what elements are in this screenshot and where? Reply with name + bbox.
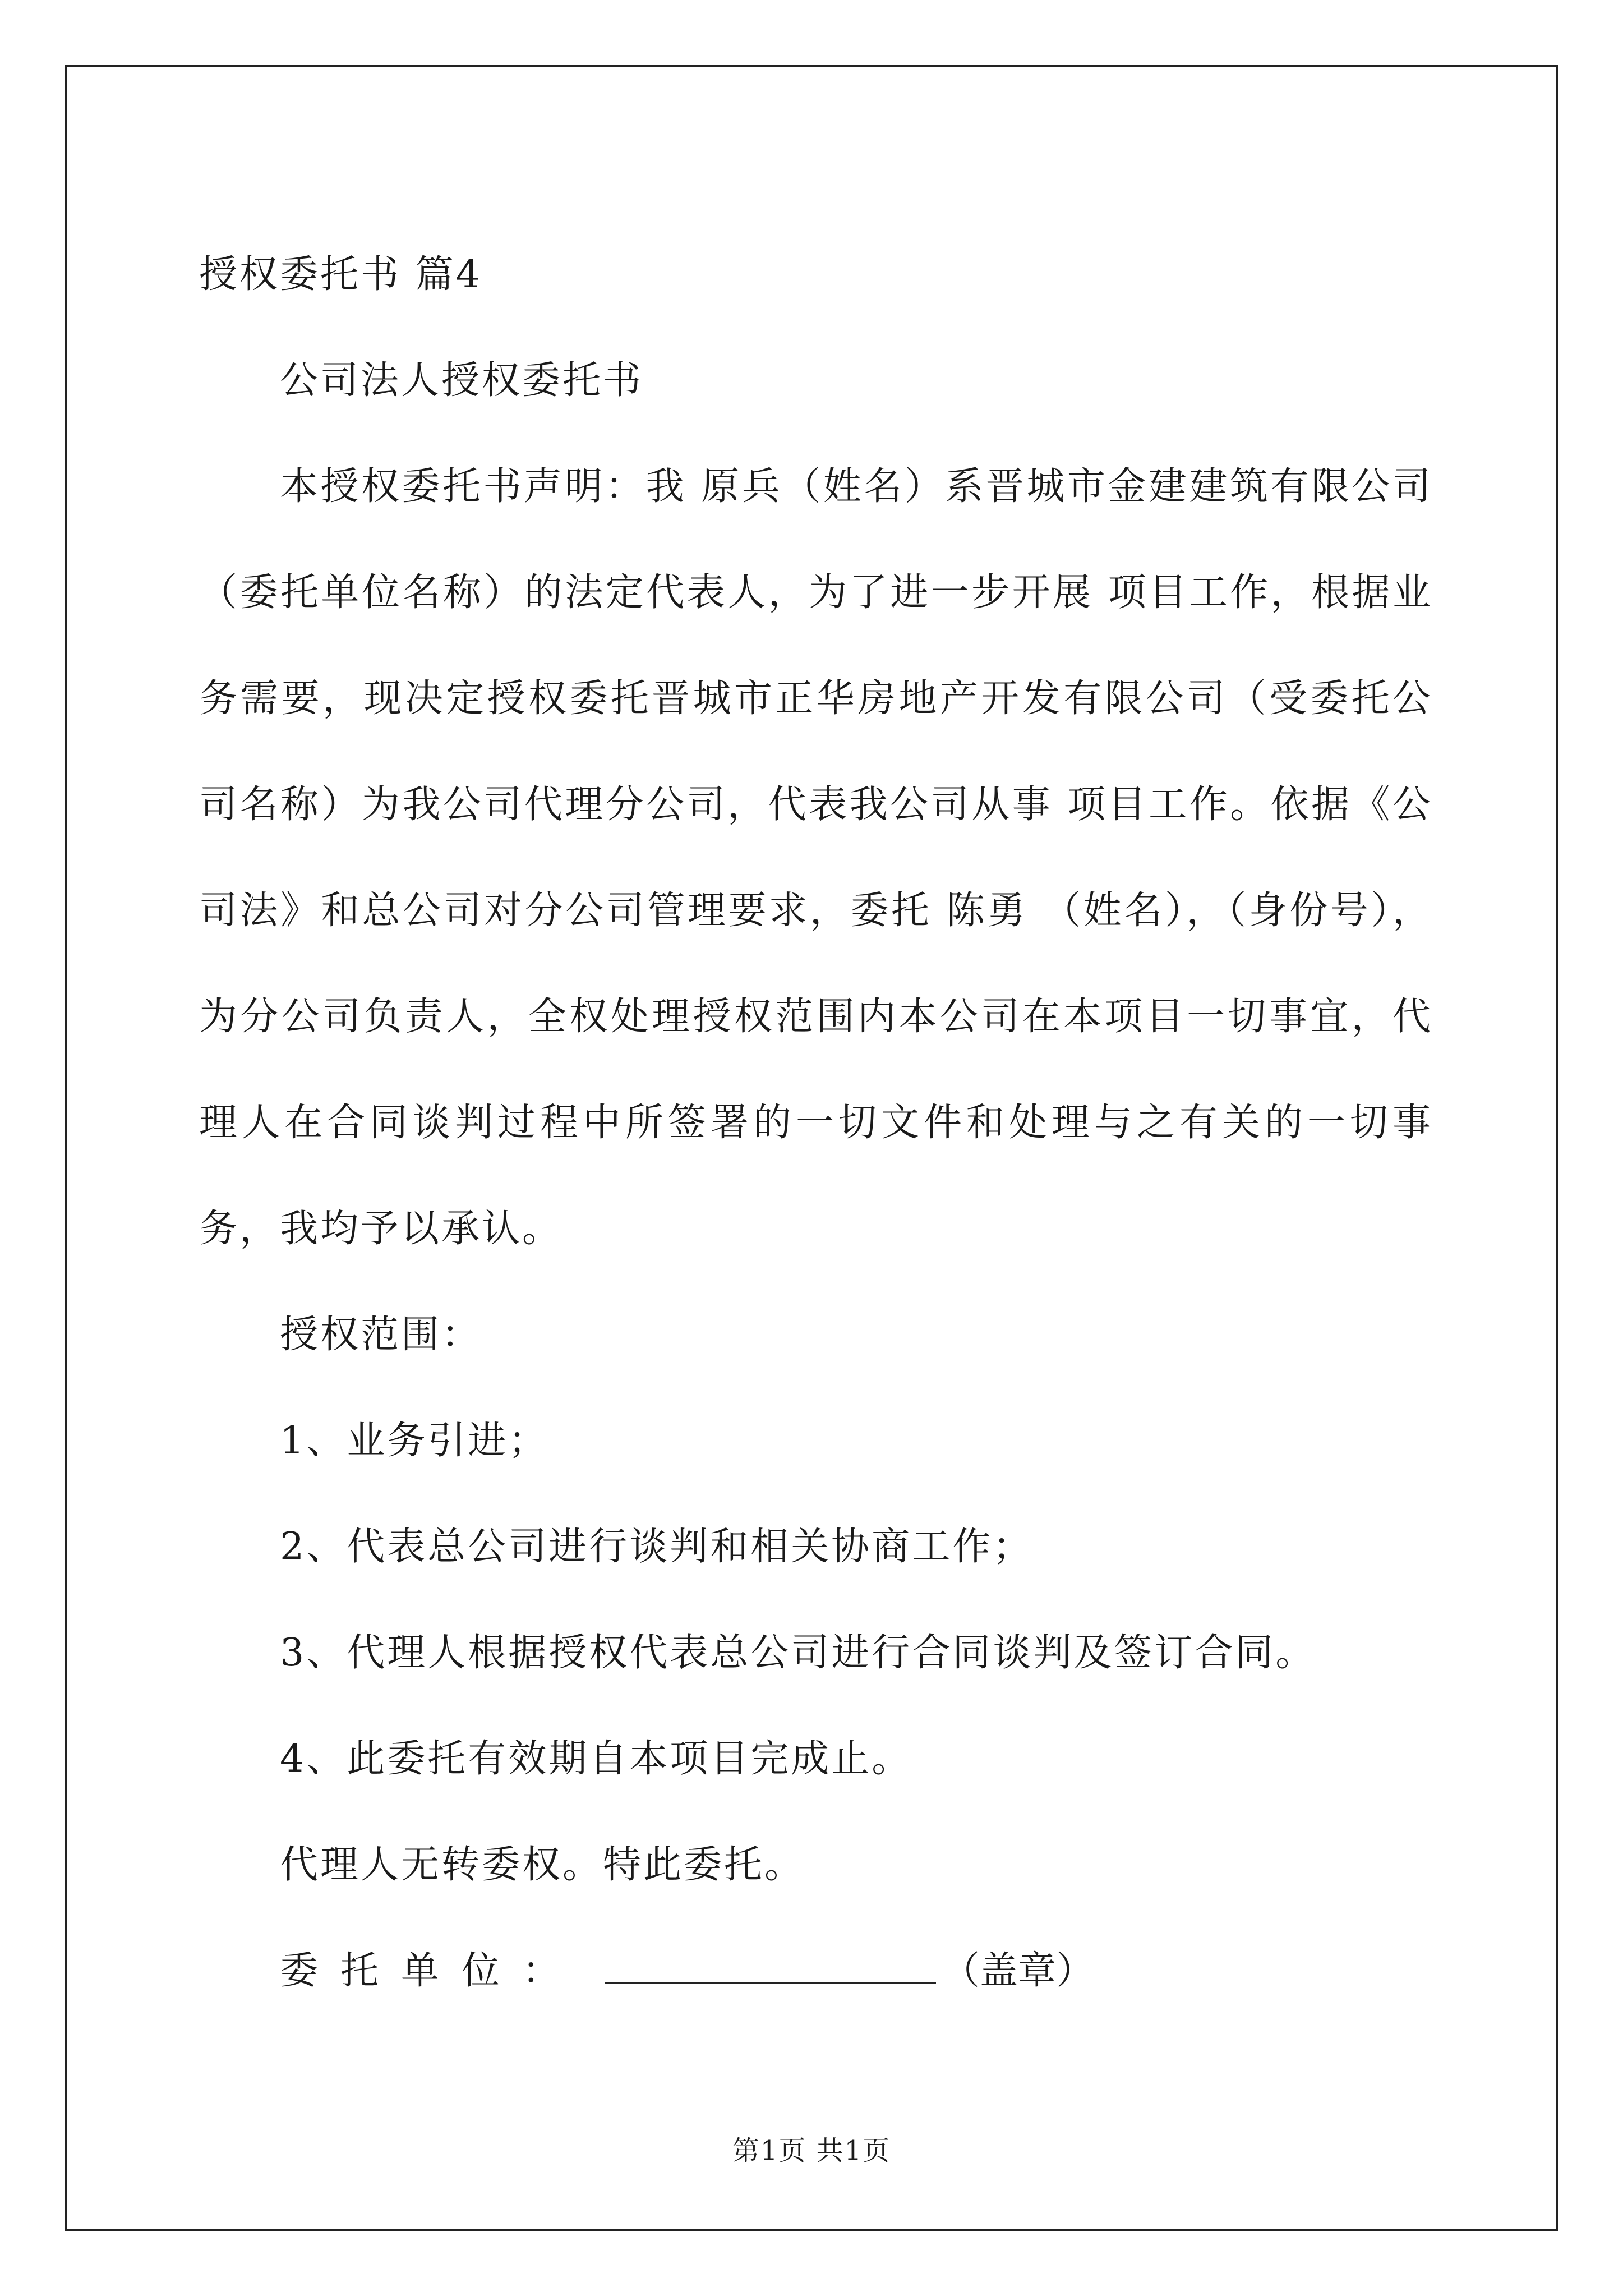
page-footer: 第1页 共1页 bbox=[732, 2135, 891, 2166]
scope-item-1: 1、业务引进； bbox=[280, 1419, 549, 1463]
document-body bbox=[199, 222, 1433, 2024]
statement-paragraph: 本授权委托书声明：我 原兵（姓名）系晋城市金建建筑有限公司（委托单位名称）的法定代表人，为了进一步开展 项目工作，根据业务需要，现决定授权委托晋城市正华房地产开发有限公司（受委托公司名称）为我公司代理分公司，代表我公司从事 项目工作。依据《公司法》和总公司对分公司管理要求，委托 陈勇 （姓名），（身份号），为分公司负责人，全权处理授权范围内本公司在本项目一切事宜，代理人在合同谈判过程中所签署的一切文件和处理与之有关的一切事务，我均予以承认。 bbox=[199, 464, 1433, 1251]
section-heading: 授权委托书 篇4 bbox=[199, 252, 482, 297]
signature-blank bbox=[605, 1948, 936, 1984]
seal-note: （盖章） bbox=[942, 1949, 1095, 1993]
document-title: 公司法人授权委托书 bbox=[280, 358, 644, 403]
signature-label: 委托单位： bbox=[280, 1949, 583, 1993]
closing-line: 代理人无转委权。特此委托。 bbox=[280, 1843, 805, 1887]
scope-item-2: 2、代表总公司进行谈判和相关协商工作； bbox=[280, 1525, 1034, 1569]
scope-heading: 授权范围： bbox=[280, 1313, 482, 1357]
signature-row bbox=[199, 1918, 1433, 2024]
scope-item-4: 4、此委托有效期自本项目完成止。 bbox=[280, 1737, 912, 1781]
scope-item-3: 3、代理人根据授权代表总公司进行合同谈判及签订合同。 bbox=[280, 1631, 1316, 1675]
